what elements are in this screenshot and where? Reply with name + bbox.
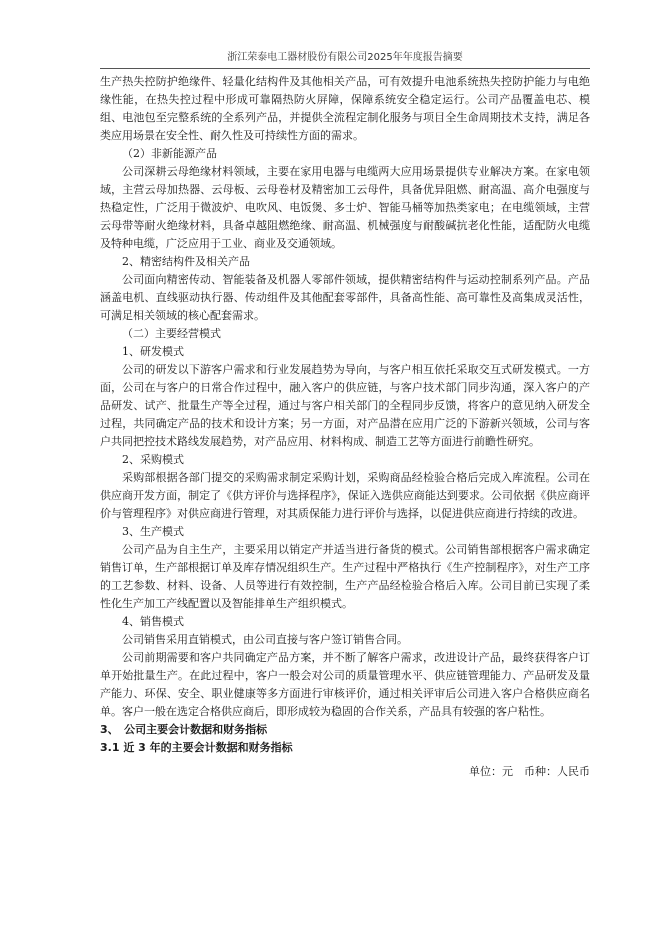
- paragraph-rd-model: 公司的研发以下游客户需求和行业发展趋势为导向，与客户相互依托采取交互式研发模式。一方面，公司在与客户的日常合作过程中，融入客户的供应链，与客户技术部门同步沟通，深入客户的产品研发、试产、批量生产等全过程，通过与客户相关部门的全程同步反馈，将客户的意见纳入研发全过程，共同确定产品的技术和设计方案；另一方面，对产品潜在应用广泛的下游新兴领域，公司与客户共同把控技术路线发展趋势，对产品应用、材料构成、制造工艺等方面进行前瞻性研究。: [100, 363, 590, 448]
- paragraph-sales-process: 公司前期需要和客户共同确定产品方案，并不断了解客户需求，改进设计产品，最终获得客户订单开始批量生产。在此过程中，客户一般会对公司的质量管理水平、供应链管理能力、产品研发及量产能力、环保、安全、职业健康等多方面进行审核评价，通过相关评审后公司进入客户合格供应商名单。客户一般在选定合格供应商后，即形成较为稳固的合作关系，产品具有较强的客户粘性。: [100, 651, 590, 718]
- heading-sales-model: 4、销售模式: [122, 615, 184, 628]
- heading-production-model: 3、生产模式: [122, 525, 184, 538]
- paragraph-thermal-protection: 生产热失控防护绝缘件、轻量化结构件及其他相关产品，可有效提升电池系统热失控防护能力与电绝缘性能，在热失控过程中形成可靠隔热防火屏障，保障系统安全稳定运行。公司产品覆盖电芯、模组、电池包至完整系统的全系列产品，并提供全流程定制化服务与项目全生命周期技术支持，满足各类应用场景在安全性、耐久性及可持续性方面的需求。: [100, 75, 590, 142]
- heading-precision-parts: 2、精密结构件及相关产品: [122, 255, 250, 268]
- heading-section-3: 3、 公司主要会计数据和财务指标: [100, 723, 268, 736]
- paragraph-mica: 公司深耕云母绝缘材料领域，主要在家用电器与电缆两大应用场景提供专业解决方案。在家电领域，主营云母加热器、云母板、云母卷材及精密加工云母件，具备优异阻燃、耐高温、高介电强度与热稳定性，广泛用于微波炉、电吹风、电饭煲、多士炉、智能马桶等加热类家电；在电缆领域，主营云母带等耐火绝缘材料，具备卓越阻燃绝缘、耐高温、机械强度与耐酸碱抗老化性能，适配防火电缆及特种电缆，广泛应用于工业、商业及交通领域。: [100, 165, 590, 250]
- heading-business-model: （二）主要经营模式: [122, 327, 221, 340]
- paragraph-production-model: 公司产品为自主生产，主要采用以销定产并适当进行备货的模式。公司销售部根据客户需求确定销售订单，生产部根据订单及库存情况组织生产。生产过程中严格执行《生产控制程序》，对生产工序的工艺参数、材料、设备、人员等进行有效控制，生产产品经检验合格后入库。公司目前已实现了柔性化生产加工产线配置以及智能排单生产组织模式。: [100, 543, 590, 610]
- paragraph-precision-parts: 公司面向精密传动、智能装备及机器人零部件领域，提供精密结构件与运动控制系列产品。产品涵盖电机、直线驱动执行器、传动组件及其他配套零部件，具备高性能、高可靠性及高集成灵活性，可满足相关领域的核心配套需求。: [100, 273, 590, 322]
- page-header: 浙江荣泰电工器材股份有限公司2025年年度报告摘要: [100, 48, 590, 69]
- paragraph-sales-direct: 公司销售采用直销模式，由公司直接与客户签订销售合同。: [122, 633, 408, 646]
- heading-non-new-energy: （2）非新能源产品: [122, 147, 217, 160]
- unit-currency-line: 单位：元 币种：人民币: [469, 765, 590, 778]
- document-body: [100, 73, 590, 781]
- paragraph-purchase-model: 采购部根据各部门提交的采购需求制定采购计划，采购商品经检验合格后完成入库流程。公司在供应商开发方面，制定了《供方评价与选择程序》，保证入选供应商能达到要求。公司依据《供应商评价与管理程序》对供应商进行管理，对其质保能力进行评价与选择，以促进供应商进行持续的改进。: [100, 471, 590, 520]
- heading-section-3-1: 3.1 近 3 年的主要会计数据和财务指标: [100, 741, 293, 754]
- heading-purchase-model: 2、采购模式: [122, 453, 184, 466]
- heading-rd-model: 1、研发模式: [122, 345, 184, 358]
